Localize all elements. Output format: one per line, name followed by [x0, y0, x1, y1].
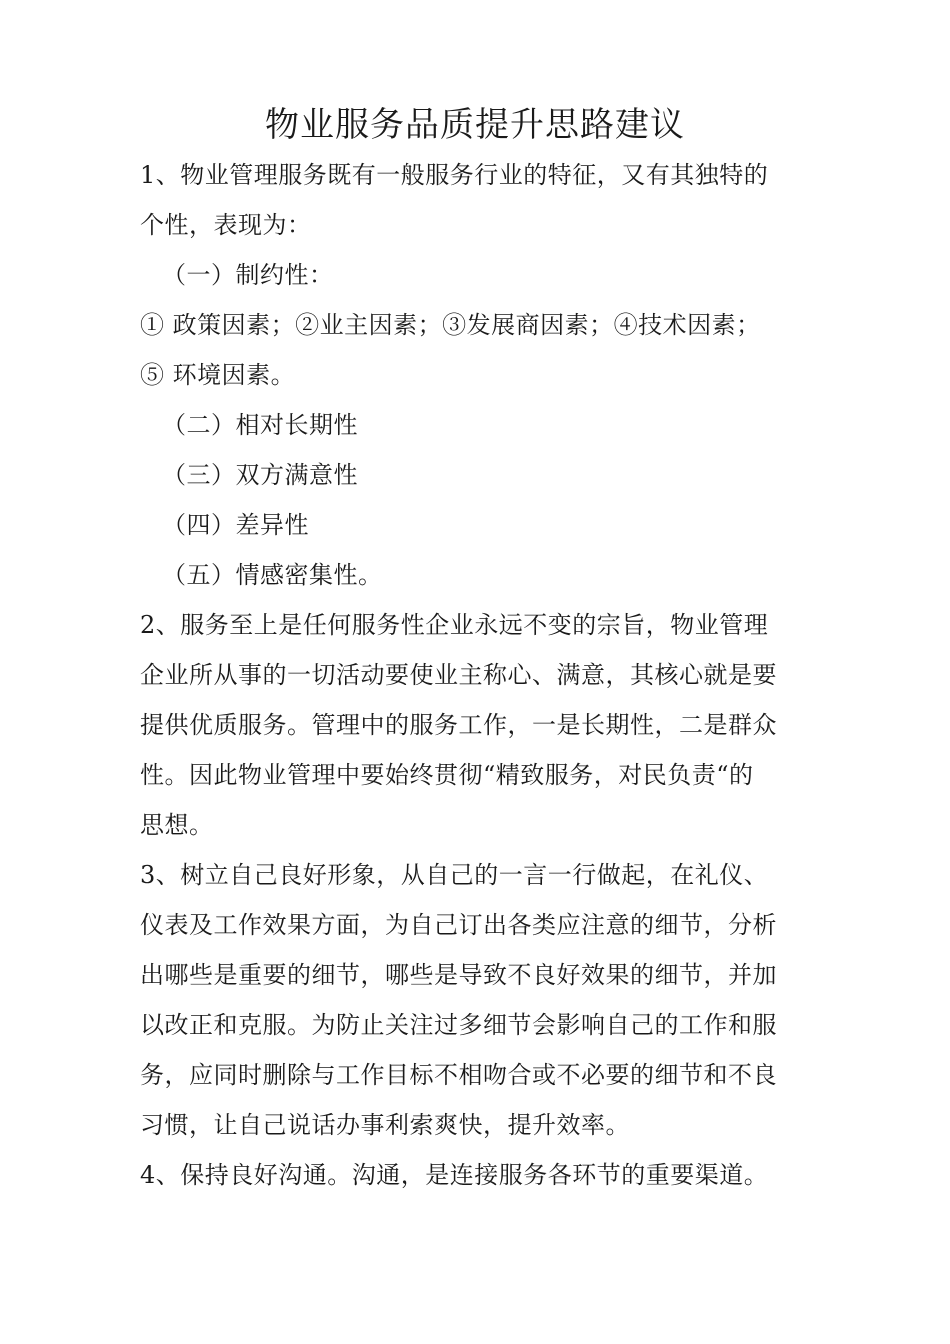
subheading-line: （一）制约性： [162, 261, 334, 289]
paragraph-line: 个性，表现为： [140, 211, 312, 239]
paragraph-line: 4、保持良好沟通。沟通，是连接服务各环节的重要渠道。 [140, 1161, 769, 1189]
paragraph-line: 习惯，让自己说话办事利索爽快，提升效率。 [140, 1111, 630, 1139]
paragraph-line: 以改正和克服。为防止关注过多细节会影响自己的工作和服 [140, 1011, 777, 1039]
paragraph-line: 3、树立自己良好形象，从自己的一言一行做起，在礼仪、 [140, 861, 769, 889]
document-title: 物业服务品质提升思路建议 [265, 105, 685, 145]
paragraph-line: 性。因此物业管理中要始终贯彻“精致服务，对民负责“的 [140, 761, 754, 789]
paragraph-line: 企业所从事的一切活动要使业主称心、满意，其核心就是要 [140, 661, 777, 689]
paragraph-line: 出哪些是重要的细节，哪些是导致不良好效果的细节，并加 [140, 961, 777, 989]
subheading-line: （二）相对长期性 [162, 411, 358, 439]
paragraph-line: ⑤ 环境因素。 [140, 361, 296, 389]
paragraph-line: 思想。 [140, 811, 214, 839]
paragraph-line: 1、物业管理服务既有一般服务行业的特征，又有其独特的 [140, 161, 769, 189]
paragraph-line: 务，应同时删除与工作目标不相吻合或不必要的细节和不良 [140, 1061, 777, 1089]
paragraph-line: ① 政策因素；②业主因素；③发展商因素；④技术因素； [140, 311, 761, 339]
document-body [140, 150, 820, 1200]
subheading-line: （四）差异性 [162, 511, 309, 539]
paragraph-line: 2、服务至上是任何服务性企业永远不变的宗旨，物业管理 [140, 611, 769, 639]
paragraph-line: 仪表及工作效果方面，为自己订出各类应注意的细节，分析 [140, 911, 777, 939]
subheading-line: （三）双方满意性 [162, 461, 358, 489]
subheading-line: （五）情感密集性。 [162, 561, 383, 589]
paragraph-line: 提供优质服务。管理中的服务工作，一是长期性，二是群众 [140, 711, 777, 739]
